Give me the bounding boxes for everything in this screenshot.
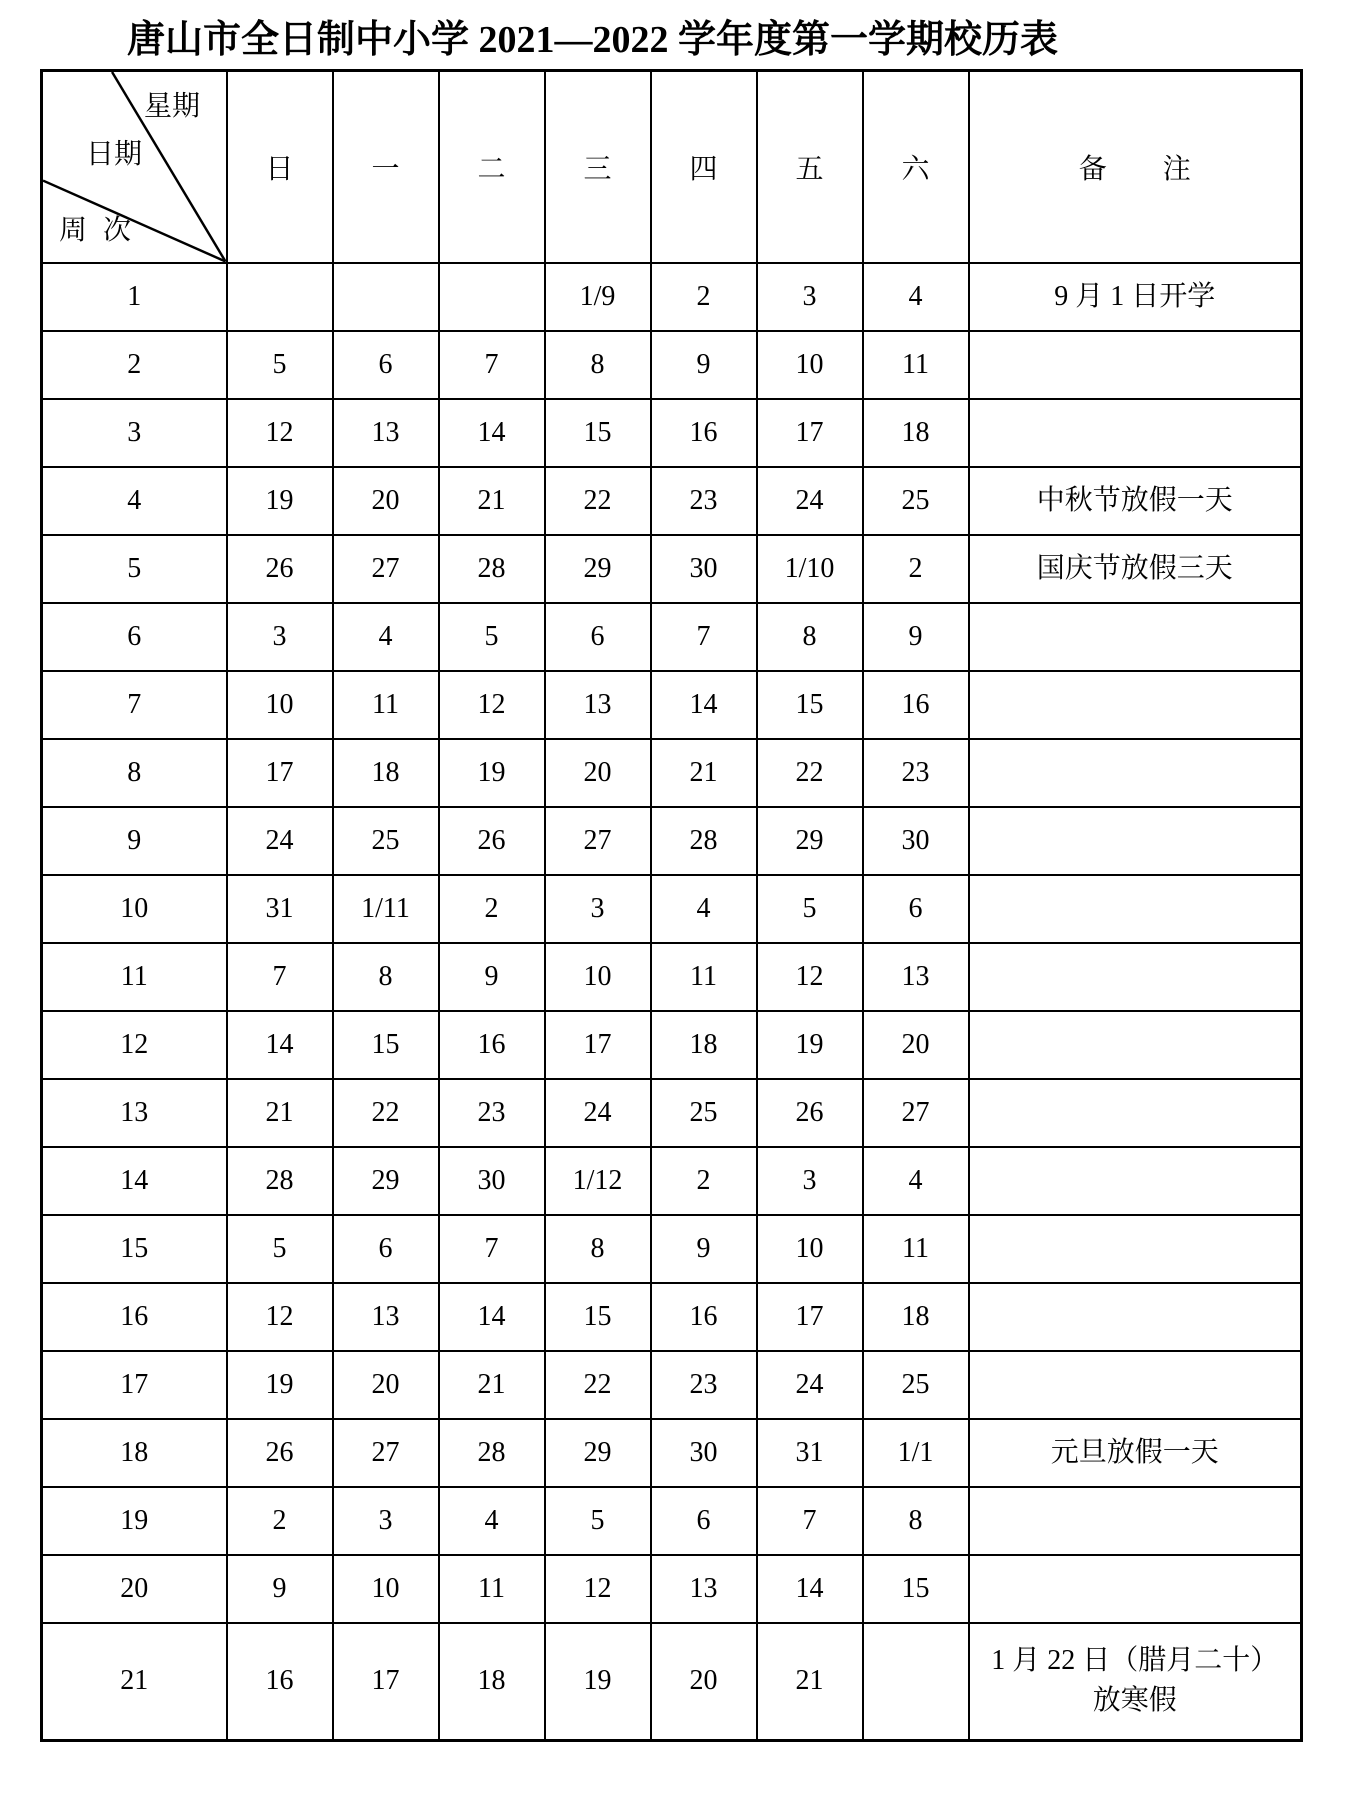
table-row bbox=[42, 331, 1302, 399]
date-cell: 3 bbox=[757, 263, 863, 331]
date-cell: 12 bbox=[227, 399, 333, 467]
date-cell: 11 bbox=[863, 1215, 969, 1283]
date-cell: 27 bbox=[333, 1419, 439, 1487]
date-cell: 19 bbox=[545, 1623, 651, 1741]
remark-line: 放寒假 bbox=[1092, 1685, 1177, 1717]
date-cell: 21 bbox=[227, 1079, 333, 1147]
week-number-cell: 21 bbox=[42, 1623, 227, 1741]
day-header-wed: 三 bbox=[545, 71, 651, 263]
date-cell: 8 bbox=[545, 1215, 651, 1283]
corner-label-date: 日期 bbox=[86, 139, 143, 170]
table-row bbox=[42, 1215, 1302, 1283]
date-cell: 9 bbox=[651, 331, 757, 399]
week-number-cell: 18 bbox=[42, 1419, 227, 1487]
day-header-fri: 五 bbox=[757, 71, 863, 263]
remark-header: 备 注 bbox=[969, 71, 1302, 263]
table-row bbox=[42, 1011, 1302, 1079]
week-number-cell: 5 bbox=[42, 535, 227, 603]
remark-cell bbox=[969, 1283, 1302, 1351]
date-cell: 10 bbox=[757, 1215, 863, 1283]
remark-cell bbox=[969, 1487, 1302, 1555]
table-row bbox=[42, 1623, 1302, 1741]
day-header-mon: 一 bbox=[333, 71, 439, 263]
date-cell: 14 bbox=[439, 1283, 545, 1351]
week-number-cell: 8 bbox=[42, 739, 227, 807]
remark-cell bbox=[969, 399, 1302, 467]
date-cell bbox=[227, 263, 333, 331]
page-title: 唐山市全日制中小学 2021—2022 学年度第一学期校历表 bbox=[126, 19, 1058, 61]
date-cell: 30 bbox=[863, 807, 969, 875]
date-cell: 16 bbox=[651, 399, 757, 467]
date-cell: 16 bbox=[227, 1623, 333, 1741]
date-cell: 23 bbox=[863, 739, 969, 807]
date-cell: 16 bbox=[651, 1283, 757, 1351]
date-cell: 20 bbox=[333, 467, 439, 535]
date-cell: 25 bbox=[863, 467, 969, 535]
date-cell: 23 bbox=[651, 1351, 757, 1419]
remark-cell bbox=[969, 1555, 1302, 1623]
table-row bbox=[42, 535, 1302, 603]
date-cell: 15 bbox=[863, 1555, 969, 1623]
date-cell: 3 bbox=[333, 1487, 439, 1555]
date-cell: 21 bbox=[651, 739, 757, 807]
date-cell: 19 bbox=[227, 1351, 333, 1419]
date-cell: 28 bbox=[651, 807, 757, 875]
remark-cell bbox=[969, 807, 1302, 875]
remark-cell bbox=[969, 1079, 1302, 1147]
date-cell: 29 bbox=[757, 807, 863, 875]
date-cell: 21 bbox=[757, 1623, 863, 1741]
date-cell: 15 bbox=[545, 399, 651, 467]
table-row bbox=[42, 807, 1302, 875]
date-cell: 30 bbox=[651, 1419, 757, 1487]
date-cell: 11 bbox=[333, 671, 439, 739]
week-number-cell: 17 bbox=[42, 1351, 227, 1419]
week-number-cell: 9 bbox=[42, 807, 227, 875]
week-number-cell: 6 bbox=[42, 603, 227, 671]
date-cell: 2 bbox=[227, 1487, 333, 1555]
remark-line: 中秋节放假一天 bbox=[1036, 484, 1233, 516]
date-cell: 22 bbox=[545, 467, 651, 535]
date-cell: 17 bbox=[333, 1623, 439, 1741]
day-header-sun: 日 bbox=[227, 71, 333, 263]
table-row bbox=[42, 1419, 1302, 1487]
date-cell: 19 bbox=[227, 467, 333, 535]
date-cell: 2 bbox=[439, 875, 545, 943]
date-cell: 31 bbox=[227, 875, 333, 943]
date-cell: 22 bbox=[545, 1351, 651, 1419]
date-cell: 10 bbox=[545, 943, 651, 1011]
date-cell: 25 bbox=[333, 807, 439, 875]
date-cell: 18 bbox=[651, 1011, 757, 1079]
date-cell: 27 bbox=[863, 1079, 969, 1147]
corner-label-weekday: 星期 bbox=[144, 91, 201, 122]
remark-cell bbox=[969, 1419, 1302, 1487]
date-cell: 2 bbox=[651, 1147, 757, 1215]
date-cell bbox=[439, 263, 545, 331]
remark-cell bbox=[969, 535, 1302, 603]
week-number-cell: 16 bbox=[42, 1283, 227, 1351]
date-cell bbox=[863, 1623, 969, 1741]
date-cell: 3 bbox=[757, 1147, 863, 1215]
date-cell: 25 bbox=[651, 1079, 757, 1147]
date-cell: 17 bbox=[227, 739, 333, 807]
date-cell: 1/1 bbox=[863, 1419, 969, 1487]
corner-header-cell bbox=[42, 71, 227, 263]
remark-cell bbox=[969, 1147, 1302, 1215]
date-cell: 24 bbox=[545, 1079, 651, 1147]
date-cell: 21 bbox=[439, 467, 545, 535]
date-cell: 8 bbox=[545, 331, 651, 399]
remark-cell bbox=[969, 331, 1302, 399]
table-row bbox=[42, 943, 1302, 1011]
date-cell: 5 bbox=[227, 331, 333, 399]
date-cell: 6 bbox=[863, 875, 969, 943]
date-cell: 14 bbox=[227, 1011, 333, 1079]
date-cell: 26 bbox=[227, 1419, 333, 1487]
week-number-cell: 13 bbox=[42, 1079, 227, 1147]
date-cell: 11 bbox=[439, 1555, 545, 1623]
date-cell: 26 bbox=[439, 807, 545, 875]
date-cell: 1/12 bbox=[545, 1147, 651, 1215]
date-cell: 1/9 bbox=[545, 263, 651, 331]
remark-cell bbox=[969, 1351, 1302, 1419]
table-row bbox=[42, 603, 1302, 671]
remark-cell bbox=[969, 1215, 1302, 1283]
remark-cell bbox=[969, 1011, 1302, 1079]
date-cell: 13 bbox=[333, 399, 439, 467]
date-cell: 6 bbox=[651, 1487, 757, 1555]
week-number-cell: 11 bbox=[42, 943, 227, 1011]
date-cell: 6 bbox=[333, 1215, 439, 1283]
remark-cell bbox=[969, 875, 1302, 943]
week-number-cell: 4 bbox=[42, 467, 227, 535]
date-cell: 4 bbox=[863, 1147, 969, 1215]
date-cell: 7 bbox=[227, 943, 333, 1011]
date-cell: 27 bbox=[333, 535, 439, 603]
date-cell: 9 bbox=[439, 943, 545, 1011]
date-cell: 14 bbox=[439, 399, 545, 467]
date-cell: 18 bbox=[863, 399, 969, 467]
date-cell: 1/10 bbox=[757, 535, 863, 603]
date-cell: 10 bbox=[333, 1555, 439, 1623]
date-cell: 2 bbox=[651, 263, 757, 331]
date-cell: 16 bbox=[439, 1011, 545, 1079]
date-cell: 9 bbox=[227, 1555, 333, 1623]
date-cell: 3 bbox=[227, 603, 333, 671]
school-calendar-table bbox=[40, 69, 1303, 1742]
date-cell: 24 bbox=[757, 1351, 863, 1419]
remark-cell bbox=[969, 603, 1302, 671]
date-cell: 5 bbox=[757, 875, 863, 943]
date-cell: 23 bbox=[651, 467, 757, 535]
date-cell: 22 bbox=[757, 739, 863, 807]
date-cell: 17 bbox=[757, 399, 863, 467]
date-cell: 23 bbox=[439, 1079, 545, 1147]
date-cell: 28 bbox=[439, 535, 545, 603]
date-cell: 12 bbox=[757, 943, 863, 1011]
date-cell: 26 bbox=[227, 535, 333, 603]
remark-line: 1 月 22 日（腊月二十） bbox=[991, 1645, 1279, 1677]
header-row bbox=[42, 71, 1302, 263]
date-cell: 4 bbox=[439, 1487, 545, 1555]
date-cell: 6 bbox=[333, 331, 439, 399]
date-cell: 3 bbox=[545, 875, 651, 943]
date-cell: 4 bbox=[863, 263, 969, 331]
date-cell: 15 bbox=[333, 1011, 439, 1079]
date-cell: 13 bbox=[651, 1555, 757, 1623]
date-cell: 8 bbox=[863, 1487, 969, 1555]
date-cell: 28 bbox=[439, 1419, 545, 1487]
week-number-cell: 19 bbox=[42, 1487, 227, 1555]
date-cell: 20 bbox=[333, 1351, 439, 1419]
table-row bbox=[42, 467, 1302, 535]
date-cell: 18 bbox=[863, 1283, 969, 1351]
date-cell: 27 bbox=[545, 807, 651, 875]
date-cell: 2 bbox=[863, 535, 969, 603]
date-cell: 6 bbox=[545, 603, 651, 671]
date-cell: 12 bbox=[227, 1283, 333, 1351]
date-cell: 7 bbox=[651, 603, 757, 671]
date-cell: 10 bbox=[227, 671, 333, 739]
date-cell: 17 bbox=[757, 1283, 863, 1351]
date-cell: 30 bbox=[439, 1147, 545, 1215]
date-cell: 11 bbox=[863, 331, 969, 399]
date-cell: 13 bbox=[333, 1283, 439, 1351]
date-cell: 20 bbox=[863, 1011, 969, 1079]
remark-line: 9 月 1 日开学 bbox=[1054, 280, 1216, 312]
week-number-cell: 14 bbox=[42, 1147, 227, 1215]
date-cell: 20 bbox=[651, 1623, 757, 1741]
date-cell: 5 bbox=[439, 603, 545, 671]
day-header-thu: 四 bbox=[651, 71, 757, 263]
table-row bbox=[42, 1487, 1302, 1555]
remark-cell bbox=[969, 1623, 1302, 1741]
table-row bbox=[42, 1283, 1302, 1351]
remark-cell bbox=[969, 671, 1302, 739]
remark-line: 国庆节放假三天 bbox=[1036, 552, 1233, 584]
date-cell: 18 bbox=[439, 1623, 545, 1741]
date-cell: 1/11 bbox=[333, 875, 439, 943]
date-cell: 14 bbox=[757, 1555, 863, 1623]
week-number-cell: 12 bbox=[42, 1011, 227, 1079]
date-cell bbox=[333, 263, 439, 331]
table-row bbox=[42, 1351, 1302, 1419]
date-cell: 8 bbox=[333, 943, 439, 1011]
week-number-cell: 2 bbox=[42, 331, 227, 399]
table-row bbox=[42, 1147, 1302, 1215]
date-cell: 10 bbox=[757, 331, 863, 399]
date-cell: 24 bbox=[757, 467, 863, 535]
date-cell: 7 bbox=[757, 1487, 863, 1555]
date-cell: 29 bbox=[333, 1147, 439, 1215]
week-number-cell: 15 bbox=[42, 1215, 227, 1283]
date-cell: 29 bbox=[545, 535, 651, 603]
date-cell: 30 bbox=[651, 535, 757, 603]
remark-cell bbox=[969, 263, 1302, 331]
date-cell: 15 bbox=[757, 671, 863, 739]
corner-label-weeknum: 周次 bbox=[59, 215, 148, 246]
day-header-tue: 二 bbox=[439, 71, 545, 263]
date-cell: 25 bbox=[863, 1351, 969, 1419]
table-row bbox=[42, 399, 1302, 467]
week-number-cell: 1 bbox=[42, 263, 227, 331]
date-cell: 21 bbox=[439, 1351, 545, 1419]
date-cell: 12 bbox=[439, 671, 545, 739]
date-cell: 26 bbox=[757, 1079, 863, 1147]
remark-line: 元旦放假一天 bbox=[1050, 1436, 1219, 1468]
date-cell: 5 bbox=[545, 1487, 651, 1555]
date-cell: 9 bbox=[863, 603, 969, 671]
week-number-cell: 7 bbox=[42, 671, 227, 739]
remark-cell bbox=[969, 467, 1302, 535]
day-header-sat: 六 bbox=[863, 71, 969, 263]
date-cell: 13 bbox=[545, 671, 651, 739]
table-row bbox=[42, 875, 1302, 943]
date-cell: 5 bbox=[227, 1215, 333, 1283]
date-cell: 22 bbox=[333, 1079, 439, 1147]
date-cell: 8 bbox=[757, 603, 863, 671]
date-cell: 9 bbox=[651, 1215, 757, 1283]
week-number-cell: 20 bbox=[42, 1555, 227, 1623]
remark-cell bbox=[969, 739, 1302, 807]
date-cell: 18 bbox=[333, 739, 439, 807]
date-cell: 31 bbox=[757, 1419, 863, 1487]
date-cell: 4 bbox=[651, 875, 757, 943]
date-cell: 19 bbox=[757, 1011, 863, 1079]
table-row bbox=[42, 671, 1302, 739]
table-row bbox=[42, 263, 1302, 331]
table-row bbox=[42, 1079, 1302, 1147]
date-cell: 17 bbox=[545, 1011, 651, 1079]
table-row bbox=[42, 1555, 1302, 1623]
date-cell: 16 bbox=[863, 671, 969, 739]
week-number-cell: 10 bbox=[42, 875, 227, 943]
remark-cell bbox=[969, 943, 1302, 1011]
date-cell: 19 bbox=[439, 739, 545, 807]
calendar-body bbox=[42, 263, 1302, 1741]
week-number-cell: 3 bbox=[42, 399, 227, 467]
date-cell: 14 bbox=[651, 671, 757, 739]
table-row bbox=[42, 739, 1302, 807]
date-cell: 15 bbox=[545, 1283, 651, 1351]
date-cell: 11 bbox=[651, 943, 757, 1011]
date-cell: 13 bbox=[863, 943, 969, 1011]
date-cell: 28 bbox=[227, 1147, 333, 1215]
date-cell: 29 bbox=[545, 1419, 651, 1487]
date-cell: 4 bbox=[333, 603, 439, 671]
date-cell: 12 bbox=[545, 1555, 651, 1623]
date-cell: 7 bbox=[439, 1215, 545, 1283]
date-cell: 7 bbox=[439, 331, 545, 399]
date-cell: 24 bbox=[227, 807, 333, 875]
date-cell: 20 bbox=[545, 739, 651, 807]
